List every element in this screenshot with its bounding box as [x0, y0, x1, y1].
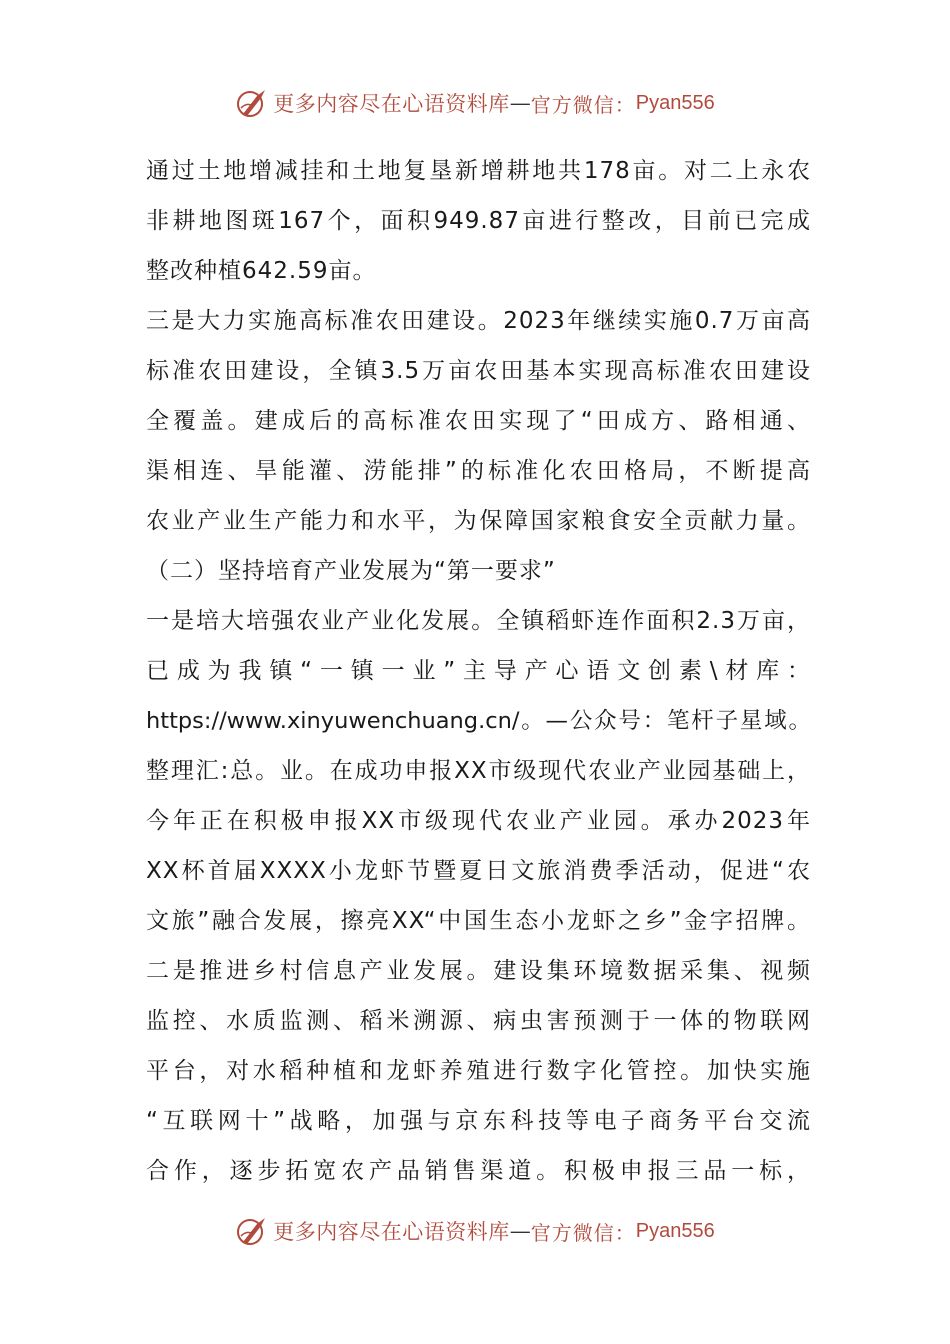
watermark-separator: — — [509, 1219, 531, 1243]
watermark-site-text: 更多内容尽在心语资料库 — [273, 92, 510, 116]
text-line: 整改种植642.59亩。 — [146, 258, 377, 284]
watermark-id: Pyan556 — [635, 1219, 715, 1242]
text-line: 平台，对水稻种植和龙虾养殖进行数字化管控。加快实施 — [146, 1058, 811, 1084]
text-line: 今年正在积极申报XX市级现代农业产业园。承办2023年 — [146, 808, 811, 834]
document-body — [146, 146, 811, 1196]
text-line: XX杯首届XXXX小龙虾节暨夏日文旅消费季活动，促进“农 — [146, 858, 811, 884]
text-line: （二）坚持培育产业发展为“第一要求” — [146, 558, 556, 584]
text-line: 渠相连、旱能灌、涝能排”的标准化农田格局，不断提高 — [146, 458, 811, 484]
header-watermark — [0, 80, 950, 126]
watermark-site-text: 更多内容尽在心语资料库 — [273, 1220, 510, 1244]
text-line: 文旅”融合发展，擦亮XX“中国生态小龙虾之乡”金字招牌。 — [146, 908, 811, 934]
text-line: 全覆盖。建成后的高标准农田实现了“田成方、路相通、 — [146, 408, 811, 434]
text-line: 二是推进乡村信息产业发展。建设集环境数据采集、视频 — [146, 958, 811, 984]
text-line: 通过土地增减挂和土地复垦新增耕地共178亩。对二上永农 — [146, 158, 811, 184]
text-line: 已成为我镇“一镇一业”主导产心语文创素\材库： — [146, 658, 811, 684]
text-line: 三是大力实施高标准农田建设。2023年继续实施0.7万亩高 — [146, 308, 811, 334]
text-line: 整理汇:总。业。在成功申报XX市级现代农业产业园基础上， — [146, 758, 811, 784]
text-line: “互联网十”战略，加强与京东科技等电子商务平台交流 — [146, 1108, 811, 1134]
watermark-tag-text: 官方微信： — [530, 92, 636, 117]
text-line: 监控、水质监测、稻米溯源、病虫害预测于一体的物联网 — [146, 1008, 811, 1034]
text-line: 非耕地图斑167个，面积949.87亩进行整改，目前已完成 — [146, 208, 811, 234]
pen-nib-icon — [235, 86, 269, 120]
watermark-separator: — — [509, 91, 531, 115]
text-line: 农业产业生产能力和水平，为保障国家粮食安全贡献力量。 — [146, 508, 811, 534]
text-line: https://www.xinyuwenchuang.cn/。—公众号：笔杆子星域。 — [146, 708, 811, 734]
watermark-id: Pyan556 — [635, 91, 715, 114]
footer-watermark — [0, 1208, 950, 1254]
text-line: 合作，逐步拓宽农产品销售渠道。积极申报三品一标， — [146, 1158, 811, 1184]
text-line: 一是培大培强农业产业化发展。全镇稻虾连作面积2.3万亩， — [146, 608, 811, 634]
watermark-tag-text: 官方微信： — [530, 1220, 636, 1245]
text-line: 标准农田建设，全镇3.5万亩农田基本实现高标准农田建设 — [146, 358, 811, 384]
pen-nib-icon — [235, 1214, 269, 1248]
